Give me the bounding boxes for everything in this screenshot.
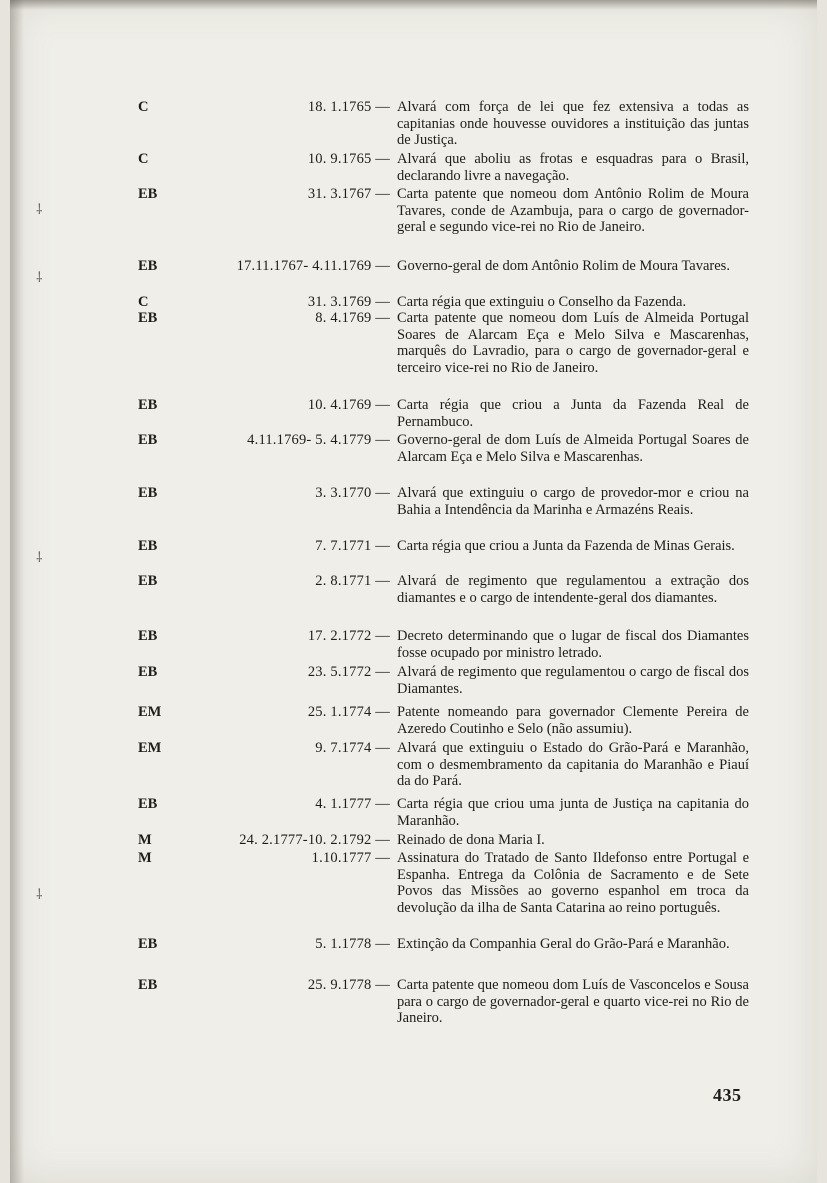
entry-description: Governo-geral de dom Antônio Rolim de Moura Tavares.: [397, 258, 730, 274]
entry-date: 23. 5.1772 —: [307, 664, 390, 680]
entry-date: 10. 9.1765 —: [307, 151, 390, 167]
entry-date: 31. 3.1767 —: [307, 186, 390, 202]
entry-code: EM: [138, 704, 162, 720]
margin-mark: ⸸: [36, 550, 43, 566]
entry-code: EB: [138, 664, 158, 680]
entry-date: 31. 3.1769 —: [307, 294, 390, 310]
entry-description: Extinção da Companhia Geral do Grão-Pará e Maranhão.: [397, 936, 730, 952]
entry-description: Alvará de regimento que regulamentou a extração dos diamantes e o cargo de intendente-geral dos diamantes.: [397, 573, 749, 606]
entry-code: EB: [138, 186, 158, 202]
entry-code: EB: [138, 796, 158, 812]
entry-date: 24. 2.1777-10. 2.1792 —: [239, 832, 390, 848]
entry-description: Carta régia que criou uma junta de Justiça na capitania do Maranhão.: [397, 796, 749, 829]
entry-code: C: [138, 99, 149, 115]
entry-date: 3. 3.1770 —: [315, 485, 390, 501]
entry-code: EB: [138, 485, 158, 501]
entry-code: EM: [138, 740, 162, 756]
entry-date: 4. 1.1777 —: [315, 796, 390, 812]
entry-description: Alvará que extinguiu o cargo de provedor-mor e criou na Bahia a Intendência da Marinha e Armazéns Reais.: [397, 485, 749, 518]
entry-description: Carta patente que nomeou dom Luís de Vasconcelos e Sousa para o cargo de governador-geral e quarto vice-rei no Rio de Janeiro.: [397, 977, 749, 1027]
entry-description: Patente nomeando para governador Clemente Pereira de Azeredo Coutinho e Selo (não assumiu).: [397, 704, 749, 737]
margin-mark: ⸸: [36, 887, 43, 903]
entry-code: EB: [138, 573, 158, 589]
entry-description: Alvará que extinguiu o Estado do Grão-Pará e Maranhão, com o desmembramento da capitania do Maranhão e Piauí da do Pará.: [397, 740, 749, 790]
entry-description: Carta régia que extinguiu o Conselho da Fazenda.: [397, 294, 687, 310]
entry-code: EB: [138, 628, 158, 644]
entry-date: 17.11.1767- 4.11.1769 —: [236, 258, 390, 274]
entry-date: 9. 7.1774 —: [315, 740, 390, 756]
entry-code: M: [138, 850, 152, 866]
entry-code: M: [138, 832, 152, 848]
entry-description: Carta régia que criou a Junta da Fazenda de Minas Gerais.: [397, 538, 735, 554]
entry-code: EB: [138, 397, 158, 413]
entry-code: EB: [138, 936, 158, 952]
entry-description: Governo-geral de dom Luís de Almeida Portugal Soares de Alarcam Eça e Melo Silva e Mascarenhas.: [397, 432, 749, 465]
margin-mark: ⸸: [36, 202, 43, 218]
entry-description: Carta patente que nomeou dom Luís de Almeida Portugal Soares de Alarcam Eça e Melo Silva e Mascarenhas, marquês do Lavradio, para o cargo de governador-geral e terceiro vice-rei no Rio de Janeiro.: [397, 310, 749, 376]
entry-description: Assinatura do Tratado de Santo Ildefonso entre Portugal e Espanha. Entrega da Colônia de Sacramento e de Sete Povos das Missões ao governo espanhol em troca da devolução da ilha de Santa Catarina ao reino português.: [397, 850, 749, 916]
entry-date: 8. 4.1769 —: [315, 310, 390, 326]
entry-description: Alvará com força de lei que fez extensiva a todas as capitanias onde houvesse ouvidores a instituição das juntas de Justiça.: [397, 99, 749, 149]
entry-date: 5. 1.1778 —: [315, 936, 390, 952]
entry-code: EB: [138, 310, 158, 326]
entry-code: EB: [138, 538, 158, 554]
entry-date: 25. 1.1774 —: [307, 704, 390, 720]
entry-date: 25. 9.1778 —: [307, 977, 390, 993]
entry-description: Carta régia que criou a Junta da Fazenda Real de Pernambuco.: [397, 397, 749, 430]
entry-date: 10. 4.1769 —: [307, 397, 390, 413]
entry-description: Alvará de regimento que regulamentou o cargo de fiscal dos Diamantes.: [397, 664, 749, 697]
entry-date: 7. 7.1771 —: [315, 538, 390, 554]
margin-mark: ⸸: [36, 270, 43, 286]
entry-date: 4.11.1769- 5. 4.1779 —: [247, 432, 390, 448]
entry-code: C: [138, 294, 149, 310]
entry-description: Carta patente que nomeou dom Antônio Rolim de Moura Tavares, conde de Azambuja, para o cargo de governador-geral e segundo vice-rei no Rio de Janeiro.: [397, 186, 749, 236]
document-page: [10, 0, 817, 1183]
entry-description: Decreto determinando que o lugar de fiscal dos Diamantes fosse ocupado por ministro letrado.: [397, 628, 749, 661]
page-top-edge: [10, 0, 817, 10]
entry-code: EB: [138, 977, 158, 993]
entry-description: Reinado de dona Maria I.: [397, 832, 545, 848]
entry-date: 17. 2.1772 —: [307, 628, 390, 644]
entry-description: Alvará que aboliu as frotas e esquadras para o Brasil, declarando livre a navegação.: [397, 151, 749, 184]
page-number: 435: [713, 1085, 742, 1105]
entry-date: 18. 1.1765 —: [307, 99, 390, 115]
entry-date: 1.10.1777 —: [311, 850, 390, 866]
entry-code: EB: [138, 432, 158, 448]
entry-code: EB: [138, 258, 158, 274]
entry-date: 2. 8.1771 —: [315, 573, 390, 589]
entry-code: C: [138, 151, 149, 167]
